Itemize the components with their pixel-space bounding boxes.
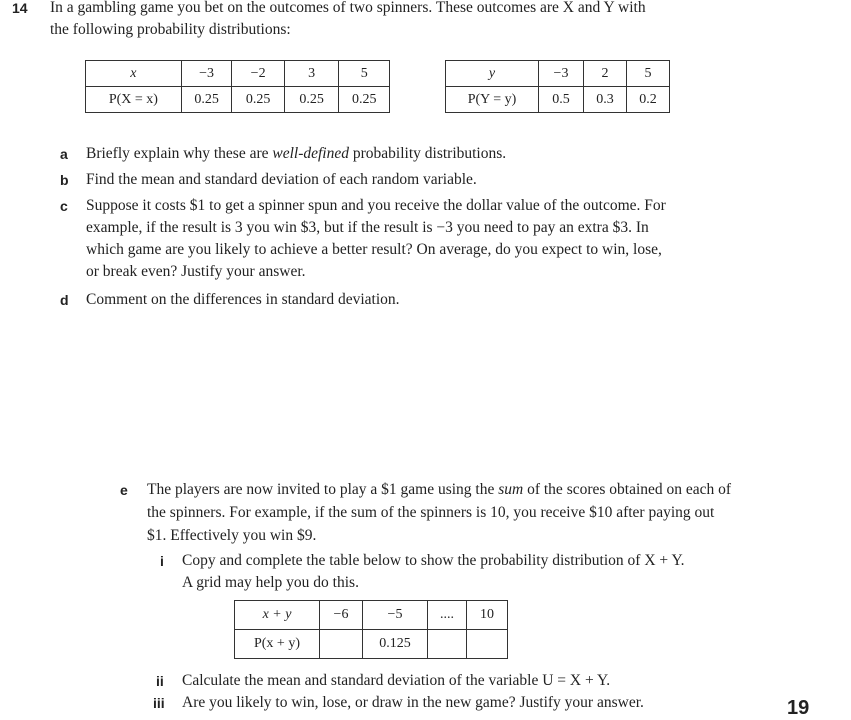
table-x-prob-row — [86, 87, 390, 113]
table-cell: 0.25 — [284, 87, 339, 113]
part-c-line-1: Suppose it costs $1 to get a spinner spun and you receive the dollar value of the outcome. For — [86, 197, 666, 214]
table-cell: −5 — [363, 601, 428, 630]
table-cell: P(X = x) — [86, 87, 182, 113]
table-y-header-row — [446, 61, 670, 87]
part-b-text: Find the mean and standard deviation of each random variable. — [86, 171, 477, 188]
table-sum-header-row — [235, 601, 508, 630]
table-cell: P(Y = y) — [446, 87, 539, 113]
table-cell: 2 — [584, 61, 627, 87]
part-b-label: b — [60, 172, 69, 188]
table-cell: 0.25 — [232, 87, 285, 113]
table-cell: −3 — [181, 61, 232, 87]
question-intro-line-1: In a gambling game you bet on the outcomes of two spinners. These outcomes are X and Y with — [50, 0, 646, 16]
table-cell: 5 — [627, 61, 670, 87]
table-cell: y — [446, 61, 539, 87]
table-cell: 0.125 — [363, 630, 428, 659]
table-cell: 5 — [339, 61, 390, 87]
table-y-prob-row — [446, 87, 670, 113]
table-cell: x — [86, 61, 182, 87]
distribution-table-x — [85, 60, 390, 113]
part-c-label: c — [60, 198, 68, 214]
table-cell: −3 — [539, 61, 584, 87]
part-c-line-2: example, if the result is 3 you win $3, but if the result is −3 you need to pay an extra $3. In — [86, 219, 649, 236]
sub-i-line-2: A grid may help you do this. — [182, 574, 359, 591]
table-sum-prob-row — [235, 630, 508, 659]
table-cell: P(x + y) — [235, 630, 320, 659]
part-e-line-1: The players are now invited to play a $1 game using the sum of the scores obtained on each of — [147, 481, 732, 498]
sub-i-line-1: Copy and complete the table below to show the probability distribution of X + Y. — [182, 552, 685, 569]
part-a-label: a — [60, 146, 68, 162]
table-cell: 0.25 — [181, 87, 232, 113]
part-c-line-4: or break even? Justify your answer. — [86, 263, 306, 280]
table-cell: −2 — [232, 61, 285, 87]
sub-i-label: i — [160, 553, 164, 569]
table-cell: 3 — [284, 61, 339, 87]
table-cell: x + y — [235, 601, 320, 630]
table-cell: .... — [428, 601, 467, 630]
distribution-table-sum — [234, 600, 508, 659]
sub-ii-label: ii — [156, 673, 164, 689]
table-cell: 0.3 — [584, 87, 627, 113]
part-e-line-3: $1. Effectively you win $9. — [147, 527, 317, 544]
table-x-header-row — [86, 61, 390, 87]
sub-iii-label: iii — [153, 695, 165, 711]
sub-iii-text: Are you likely to win, lose, or draw in the new game? Justify your answer. — [182, 694, 644, 711]
distribution-table-y — [445, 60, 670, 113]
part-e-line-2: the spinners. For example, if the sum of the spinners is 10, you receive $10 after paying out — [147, 504, 715, 521]
table-cell: −6 — [320, 601, 363, 630]
table-cell: 0.2 — [627, 87, 670, 113]
question-number: 14 — [12, 0, 28, 16]
part-c-line-3: which game are you likely to achieve a better result? On average, do you expect to win, lose, — [86, 241, 662, 258]
table-cell — [320, 630, 363, 659]
part-e-label: e — [120, 482, 128, 498]
table-cell: 10 — [467, 601, 508, 630]
table-cell — [428, 630, 467, 659]
page-number: 19 — [787, 697, 810, 719]
part-d-text: Comment on the differences in standard deviation. — [86, 291, 400, 308]
question-intro-line-2: the following probability distributions: — [50, 21, 291, 38]
table-cell — [467, 630, 508, 659]
table-cell: 0.5 — [539, 87, 584, 113]
part-a-text: Briefly explain why these are well-defined probability distributions. — [86, 145, 507, 162]
part-d-label: d — [60, 292, 69, 308]
sub-ii-text: Calculate the mean and standard deviation of the variable U = X + Y. — [182, 672, 611, 689]
table-cell: 0.25 — [339, 87, 390, 113]
